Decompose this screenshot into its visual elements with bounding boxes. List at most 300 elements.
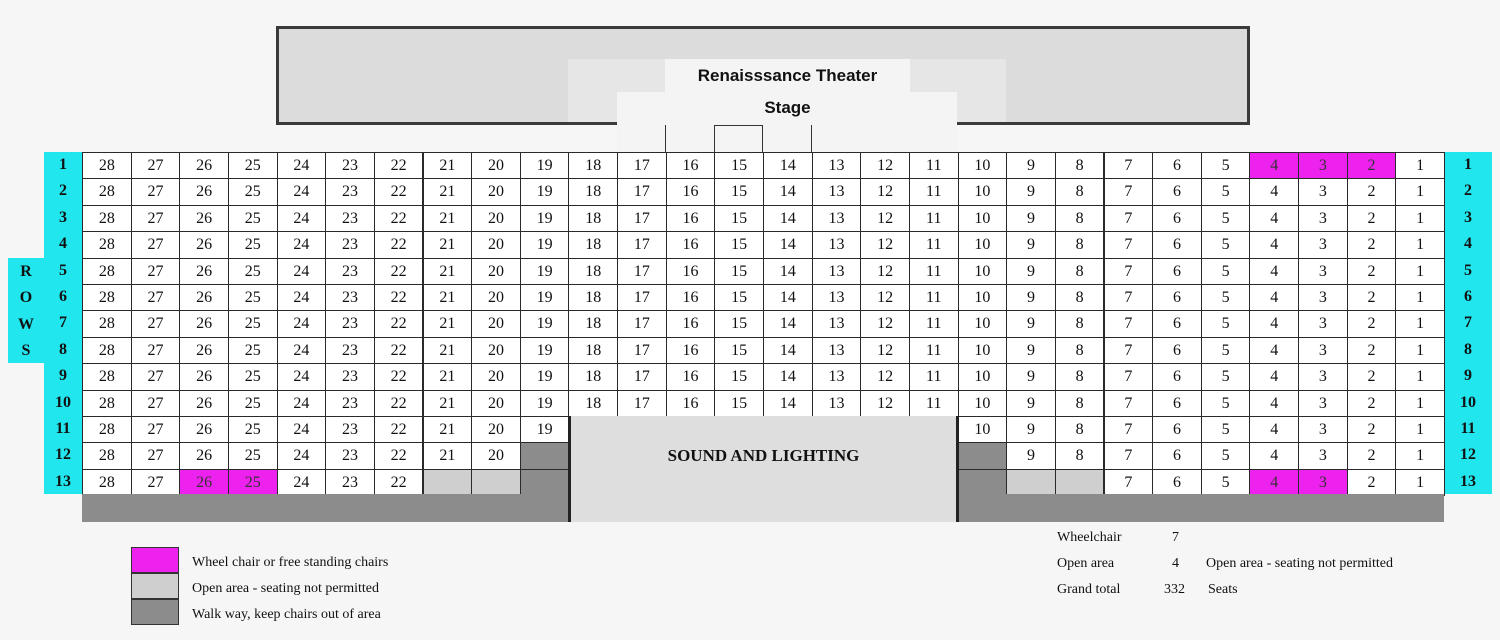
seat[interactable]: 27 bbox=[131, 363, 181, 390]
seat[interactable]: 19 bbox=[520, 205, 570, 232]
seat[interactable]: 25 bbox=[228, 205, 278, 232]
seat[interactable]: 13 bbox=[812, 284, 862, 311]
seat[interactable]: 14 bbox=[763, 310, 813, 337]
seat[interactable]: 21 bbox=[423, 390, 473, 417]
seat[interactable]: 25 bbox=[228, 178, 278, 205]
seat[interactable]: 16 bbox=[666, 205, 716, 232]
seat[interactable]: 7 bbox=[1104, 363, 1154, 390]
wheelchair-seat[interactable]: 4 bbox=[1249, 469, 1299, 496]
seat[interactable]: 13 bbox=[812, 178, 862, 205]
seat[interactable]: 15 bbox=[714, 178, 764, 205]
seat[interactable]: 28 bbox=[82, 284, 132, 311]
seat[interactable]: 24 bbox=[277, 390, 327, 417]
seat[interactable]: 18 bbox=[568, 152, 618, 179]
seat[interactable]: 7 bbox=[1104, 442, 1154, 469]
seat[interactable]: 19 bbox=[520, 152, 570, 179]
seat[interactable]: 1 bbox=[1395, 258, 1445, 285]
seat[interactable]: 4 bbox=[1249, 205, 1299, 232]
seat[interactable]: 21 bbox=[423, 442, 473, 469]
seat[interactable]: 27 bbox=[131, 152, 181, 179]
seat[interactable]: 5 bbox=[1201, 205, 1251, 232]
seat[interactable]: 19 bbox=[520, 178, 570, 205]
seat[interactable]: 23 bbox=[325, 363, 375, 390]
seat[interactable]: 10 bbox=[958, 205, 1008, 232]
seat[interactable]: 7 bbox=[1104, 469, 1154, 496]
seat[interactable]: 28 bbox=[82, 152, 132, 179]
seat[interactable]: 9 bbox=[1006, 178, 1056, 205]
seat[interactable]: 24 bbox=[277, 416, 327, 443]
seat[interactable]: 2 bbox=[1347, 390, 1397, 417]
seat[interactable]: 19 bbox=[520, 310, 570, 337]
seat[interactable]: 3 bbox=[1298, 231, 1348, 258]
seat[interactable]: 10 bbox=[958, 310, 1008, 337]
seat[interactable]: 5 bbox=[1201, 284, 1251, 311]
seat[interactable]: 25 bbox=[228, 363, 278, 390]
seat[interactable]: 2 bbox=[1347, 469, 1397, 496]
seat[interactable]: 23 bbox=[325, 178, 375, 205]
seat[interactable]: 18 bbox=[568, 337, 618, 364]
seat[interactable]: 27 bbox=[131, 258, 181, 285]
seat[interactable]: 1 bbox=[1395, 205, 1445, 232]
seat[interactable]: 25 bbox=[228, 416, 278, 443]
seat[interactable]: 2 bbox=[1347, 416, 1397, 443]
seat[interactable]: 26 bbox=[179, 284, 229, 311]
seat[interactable]: 11 bbox=[909, 363, 959, 390]
seat[interactable]: 10 bbox=[958, 390, 1008, 417]
seat[interactable]: 2 bbox=[1347, 442, 1397, 469]
seat[interactable]: 1 bbox=[1395, 363, 1445, 390]
seat[interactable]: 1 bbox=[1395, 416, 1445, 443]
seat[interactable]: 10 bbox=[958, 416, 1008, 443]
seat[interactable]: 8 bbox=[1055, 310, 1105, 337]
seat[interactable]: 4 bbox=[1249, 337, 1299, 364]
seat[interactable]: 2 bbox=[1347, 337, 1397, 364]
seat[interactable]: 18 bbox=[568, 310, 618, 337]
seat[interactable]: 3 bbox=[1298, 310, 1348, 337]
seat[interactable]: 9 bbox=[1006, 205, 1056, 232]
seat[interactable]: 22 bbox=[374, 363, 424, 390]
seat[interactable]: 17 bbox=[617, 284, 667, 311]
seat[interactable]: 13 bbox=[812, 152, 862, 179]
seat[interactable]: 28 bbox=[82, 231, 132, 258]
seat[interactable]: 12 bbox=[860, 178, 910, 205]
seat[interactable]: 18 bbox=[568, 231, 618, 258]
seat[interactable]: 3 bbox=[1298, 363, 1348, 390]
seat[interactable]: 16 bbox=[666, 390, 716, 417]
seat[interactable]: 28 bbox=[82, 337, 132, 364]
seat[interactable]: 21 bbox=[423, 178, 473, 205]
seat[interactable]: 23 bbox=[325, 284, 375, 311]
seat[interactable]: 22 bbox=[374, 152, 424, 179]
seat[interactable]: 15 bbox=[714, 310, 764, 337]
seat[interactable]: 26 bbox=[179, 178, 229, 205]
seat[interactable]: 27 bbox=[131, 442, 181, 469]
seat[interactable]: 20 bbox=[471, 258, 521, 285]
seat[interactable]: 22 bbox=[374, 231, 424, 258]
seat[interactable]: 16 bbox=[666, 178, 716, 205]
seat[interactable]: 20 bbox=[471, 205, 521, 232]
seat[interactable]: 6 bbox=[1152, 231, 1202, 258]
seat[interactable]: 4 bbox=[1249, 284, 1299, 311]
seat[interactable]: 14 bbox=[763, 152, 813, 179]
seat[interactable]: 9 bbox=[1006, 442, 1056, 469]
seat[interactable]: 16 bbox=[666, 284, 716, 311]
seat[interactable]: 21 bbox=[423, 416, 473, 443]
seat[interactable]: 27 bbox=[131, 390, 181, 417]
seat[interactable]: 23 bbox=[325, 205, 375, 232]
seat[interactable]: 1 bbox=[1395, 442, 1445, 469]
seat[interactable]: 21 bbox=[423, 258, 473, 285]
seat[interactable]: 24 bbox=[277, 178, 327, 205]
seat[interactable]: 6 bbox=[1152, 258, 1202, 285]
seat[interactable]: 11 bbox=[909, 284, 959, 311]
seat[interactable]: 3 bbox=[1298, 416, 1348, 443]
seat[interactable]: 14 bbox=[763, 390, 813, 417]
seat[interactable]: 26 bbox=[179, 363, 229, 390]
seat[interactable]: 16 bbox=[666, 152, 716, 179]
seat[interactable]: 1 bbox=[1395, 337, 1445, 364]
seat[interactable]: 8 bbox=[1055, 442, 1105, 469]
seat[interactable]: 3 bbox=[1298, 442, 1348, 469]
seat[interactable]: 27 bbox=[131, 469, 181, 496]
seat[interactable]: 26 bbox=[179, 416, 229, 443]
seat[interactable]: 1 bbox=[1395, 178, 1445, 205]
seat[interactable]: 22 bbox=[374, 337, 424, 364]
seat[interactable]: 26 bbox=[179, 337, 229, 364]
seat[interactable]: 25 bbox=[228, 258, 278, 285]
seat[interactable]: 6 bbox=[1152, 337, 1202, 364]
seat[interactable]: 8 bbox=[1055, 205, 1105, 232]
seat[interactable]: 11 bbox=[909, 231, 959, 258]
seat[interactable]: 7 bbox=[1104, 310, 1154, 337]
seat[interactable]: 1 bbox=[1395, 284, 1445, 311]
seat[interactable]: 6 bbox=[1152, 310, 1202, 337]
seat[interactable]: 28 bbox=[82, 416, 132, 443]
seat[interactable]: 7 bbox=[1104, 152, 1154, 179]
seat[interactable]: 15 bbox=[714, 205, 764, 232]
seat[interactable]: 23 bbox=[325, 337, 375, 364]
seat[interactable]: 1 bbox=[1395, 469, 1445, 496]
seat[interactable]: 10 bbox=[958, 337, 1008, 364]
seat[interactable]: 4 bbox=[1249, 390, 1299, 417]
seat[interactable]: 21 bbox=[423, 363, 473, 390]
seat[interactable]: 13 bbox=[812, 310, 862, 337]
seat[interactable]: 14 bbox=[763, 205, 813, 232]
seat[interactable]: 4 bbox=[1249, 363, 1299, 390]
seat[interactable]: 1 bbox=[1395, 310, 1445, 337]
seat[interactable]: 17 bbox=[617, 258, 667, 285]
seat[interactable]: 5 bbox=[1201, 442, 1251, 469]
seat[interactable]: 22 bbox=[374, 416, 424, 443]
seat[interactable]: 15 bbox=[714, 337, 764, 364]
seat[interactable]: 11 bbox=[909, 178, 959, 205]
seat[interactable]: 11 bbox=[909, 337, 959, 364]
seat[interactable]: 5 bbox=[1201, 363, 1251, 390]
seat[interactable]: 4 bbox=[1249, 416, 1299, 443]
seat[interactable]: 15 bbox=[714, 258, 764, 285]
seat[interactable]: 11 bbox=[909, 310, 959, 337]
seat[interactable]: 28 bbox=[82, 363, 132, 390]
seat[interactable]: 22 bbox=[374, 469, 424, 496]
seat[interactable]: 20 bbox=[471, 231, 521, 258]
seat[interactable]: 28 bbox=[82, 178, 132, 205]
seat[interactable]: 21 bbox=[423, 152, 473, 179]
seat[interactable]: 21 bbox=[423, 284, 473, 311]
seat[interactable]: 24 bbox=[277, 442, 327, 469]
seat[interactable]: 13 bbox=[812, 231, 862, 258]
seat[interactable]: 3 bbox=[1298, 178, 1348, 205]
seat[interactable]: 12 bbox=[860, 363, 910, 390]
seat[interactable]: 19 bbox=[520, 337, 570, 364]
seat[interactable]: 15 bbox=[714, 231, 764, 258]
seat[interactable]: 14 bbox=[763, 178, 813, 205]
seat[interactable]: 22 bbox=[374, 284, 424, 311]
seat[interactable]: 6 bbox=[1152, 390, 1202, 417]
seat[interactable]: 9 bbox=[1006, 152, 1056, 179]
seat[interactable]: 18 bbox=[568, 258, 618, 285]
seat[interactable]: 7 bbox=[1104, 258, 1154, 285]
seat[interactable]: 11 bbox=[909, 258, 959, 285]
seat[interactable]: 12 bbox=[860, 390, 910, 417]
seat[interactable]: 9 bbox=[1006, 231, 1056, 258]
wheelchair-seat[interactable]: 25 bbox=[228, 469, 278, 496]
seat[interactable]: 27 bbox=[131, 231, 181, 258]
seat[interactable]: 12 bbox=[860, 152, 910, 179]
seat[interactable]: 25 bbox=[228, 310, 278, 337]
seat[interactable]: 26 bbox=[179, 442, 229, 469]
seat[interactable]: 7 bbox=[1104, 390, 1154, 417]
seat[interactable]: 18 bbox=[568, 205, 618, 232]
seat[interactable]: 28 bbox=[82, 310, 132, 337]
seat[interactable]: 24 bbox=[277, 337, 327, 364]
seat[interactable]: 18 bbox=[568, 390, 618, 417]
seat[interactable]: 5 bbox=[1201, 416, 1251, 443]
seat[interactable]: 6 bbox=[1152, 284, 1202, 311]
seat[interactable]: 8 bbox=[1055, 416, 1105, 443]
seat[interactable]: 7 bbox=[1104, 284, 1154, 311]
seat[interactable]: 19 bbox=[520, 363, 570, 390]
seat[interactable]: 12 bbox=[860, 310, 910, 337]
seat[interactable]: 8 bbox=[1055, 337, 1105, 364]
seat[interactable]: 23 bbox=[325, 469, 375, 496]
seat[interactable]: 25 bbox=[228, 337, 278, 364]
seat[interactable]: 25 bbox=[228, 442, 278, 469]
seat[interactable]: 5 bbox=[1201, 231, 1251, 258]
seat[interactable]: 9 bbox=[1006, 390, 1056, 417]
seat[interactable]: 14 bbox=[763, 284, 813, 311]
seat[interactable]: 14 bbox=[763, 337, 813, 364]
seat[interactable]: 14 bbox=[763, 258, 813, 285]
seat[interactable]: 27 bbox=[131, 284, 181, 311]
seat[interactable]: 17 bbox=[617, 205, 667, 232]
seat[interactable]: 10 bbox=[958, 284, 1008, 311]
seat[interactable]: 28 bbox=[82, 390, 132, 417]
seat[interactable]: 23 bbox=[325, 442, 375, 469]
seat[interactable]: 26 bbox=[179, 258, 229, 285]
seat[interactable]: 24 bbox=[277, 231, 327, 258]
seat[interactable]: 10 bbox=[958, 152, 1008, 179]
seat[interactable]: 24 bbox=[277, 310, 327, 337]
seat[interactable]: 27 bbox=[131, 310, 181, 337]
seat[interactable]: 6 bbox=[1152, 363, 1202, 390]
seat[interactable]: 5 bbox=[1201, 469, 1251, 496]
seat[interactable]: 26 bbox=[179, 310, 229, 337]
seat[interactable]: 2 bbox=[1347, 258, 1397, 285]
seat[interactable]: 17 bbox=[617, 390, 667, 417]
seat[interactable]: 2 bbox=[1347, 310, 1397, 337]
seat[interactable]: 23 bbox=[325, 231, 375, 258]
seat[interactable]: 19 bbox=[520, 416, 570, 443]
seat[interactable]: 2 bbox=[1347, 178, 1397, 205]
seat[interactable]: 18 bbox=[568, 284, 618, 311]
seat[interactable]: 13 bbox=[812, 258, 862, 285]
seat[interactable]: 21 bbox=[423, 337, 473, 364]
seat[interactable]: 22 bbox=[374, 258, 424, 285]
seat[interactable]: 24 bbox=[277, 284, 327, 311]
seat[interactable]: 7 bbox=[1104, 178, 1154, 205]
seat[interactable]: 15 bbox=[714, 284, 764, 311]
seat[interactable]: 21 bbox=[423, 231, 473, 258]
seat[interactable]: 1 bbox=[1395, 152, 1445, 179]
seat[interactable]: 25 bbox=[228, 231, 278, 258]
seat[interactable]: 20 bbox=[471, 390, 521, 417]
seat[interactable]: 20 bbox=[471, 284, 521, 311]
seat[interactable]: 13 bbox=[812, 337, 862, 364]
seat[interactable]: 10 bbox=[958, 231, 1008, 258]
seat[interactable]: 15 bbox=[714, 390, 764, 417]
seat[interactable]: 8 bbox=[1055, 390, 1105, 417]
seat[interactable]: 22 bbox=[374, 205, 424, 232]
seat[interactable]: 21 bbox=[423, 205, 473, 232]
seat[interactable]: 24 bbox=[277, 363, 327, 390]
seat[interactable]: 17 bbox=[617, 231, 667, 258]
seat[interactable]: 25 bbox=[228, 152, 278, 179]
seat[interactable]: 6 bbox=[1152, 469, 1202, 496]
seat[interactable]: 18 bbox=[568, 178, 618, 205]
seat[interactable]: 7 bbox=[1104, 205, 1154, 232]
seat[interactable]: 23 bbox=[325, 310, 375, 337]
seat[interactable]: 6 bbox=[1152, 152, 1202, 179]
wheelchair-seat[interactable]: 26 bbox=[179, 469, 229, 496]
seat[interactable]: 9 bbox=[1006, 363, 1056, 390]
seat[interactable]: 20 bbox=[471, 337, 521, 364]
seat[interactable]: 22 bbox=[374, 310, 424, 337]
seat[interactable]: 28 bbox=[82, 258, 132, 285]
seat[interactable]: 23 bbox=[325, 390, 375, 417]
seat[interactable]: 17 bbox=[617, 363, 667, 390]
seat[interactable]: 13 bbox=[812, 363, 862, 390]
seat[interactable]: 3 bbox=[1298, 390, 1348, 417]
seat[interactable]: 8 bbox=[1055, 178, 1105, 205]
seat[interactable]: 5 bbox=[1201, 390, 1251, 417]
seat[interactable]: 27 bbox=[131, 337, 181, 364]
wheelchair-seat[interactable]: 4 bbox=[1249, 152, 1299, 179]
seat[interactable]: 8 bbox=[1055, 284, 1105, 311]
seat[interactable]: 7 bbox=[1104, 416, 1154, 443]
seat[interactable]: 20 bbox=[471, 363, 521, 390]
seat[interactable]: 16 bbox=[666, 258, 716, 285]
seat[interactable]: 10 bbox=[958, 178, 1008, 205]
seat[interactable]: 23 bbox=[325, 416, 375, 443]
seat[interactable]: 20 bbox=[471, 310, 521, 337]
seat[interactable]: 8 bbox=[1055, 152, 1105, 179]
seat[interactable]: 22 bbox=[374, 178, 424, 205]
seat[interactable]: 12 bbox=[860, 337, 910, 364]
seat[interactable]: 25 bbox=[228, 284, 278, 311]
seat[interactable]: 8 bbox=[1055, 258, 1105, 285]
seat[interactable]: 20 bbox=[471, 416, 521, 443]
seat[interactable]: 4 bbox=[1249, 178, 1299, 205]
seat[interactable]: 27 bbox=[131, 416, 181, 443]
seat[interactable]: 12 bbox=[860, 258, 910, 285]
seat[interactable]: 25 bbox=[228, 390, 278, 417]
seat[interactable]: 4 bbox=[1249, 258, 1299, 285]
seat[interactable]: 28 bbox=[82, 469, 132, 496]
seat[interactable]: 8 bbox=[1055, 363, 1105, 390]
seat[interactable]: 23 bbox=[325, 258, 375, 285]
seat[interactable]: 9 bbox=[1006, 258, 1056, 285]
seat[interactable]: 2 bbox=[1347, 231, 1397, 258]
seat[interactable]: 16 bbox=[666, 231, 716, 258]
seat[interactable]: 26 bbox=[179, 205, 229, 232]
seat[interactable]: 19 bbox=[520, 231, 570, 258]
seat[interactable]: 12 bbox=[860, 284, 910, 311]
seat[interactable]: 26 bbox=[179, 390, 229, 417]
seat[interactable]: 26 bbox=[179, 152, 229, 179]
seat[interactable]: 26 bbox=[179, 231, 229, 258]
seat[interactable]: 9 bbox=[1006, 337, 1056, 364]
seat[interactable]: 12 bbox=[860, 205, 910, 232]
seat[interactable]: 15 bbox=[714, 152, 764, 179]
seat[interactable]: 11 bbox=[909, 152, 959, 179]
seat[interactable]: 21 bbox=[423, 310, 473, 337]
seat[interactable]: 20 bbox=[471, 178, 521, 205]
seat[interactable]: 20 bbox=[471, 442, 521, 469]
seat[interactable]: 16 bbox=[666, 310, 716, 337]
seat[interactable]: 6 bbox=[1152, 416, 1202, 443]
seat[interactable]: 11 bbox=[909, 390, 959, 417]
seat[interactable]: 4 bbox=[1249, 310, 1299, 337]
seat[interactable]: 24 bbox=[277, 152, 327, 179]
seat[interactable]: 18 bbox=[568, 363, 618, 390]
seat[interactable]: 19 bbox=[520, 390, 570, 417]
seat[interactable]: 5 bbox=[1201, 152, 1251, 179]
seat[interactable]: 2 bbox=[1347, 284, 1397, 311]
seat[interactable]: 5 bbox=[1201, 178, 1251, 205]
seat[interactable]: 20 bbox=[471, 152, 521, 179]
seat[interactable]: 17 bbox=[617, 152, 667, 179]
seat[interactable]: 24 bbox=[277, 205, 327, 232]
seat[interactable]: 3 bbox=[1298, 205, 1348, 232]
seat[interactable]: 24 bbox=[277, 258, 327, 285]
seat[interactable]: 22 bbox=[374, 442, 424, 469]
seat[interactable]: 10 bbox=[958, 363, 1008, 390]
seat[interactable]: 9 bbox=[1006, 284, 1056, 311]
seat[interactable]: 28 bbox=[82, 205, 132, 232]
seat[interactable]: 1 bbox=[1395, 231, 1445, 258]
seat[interactable]: 2 bbox=[1347, 363, 1397, 390]
seat[interactable]: 19 bbox=[520, 284, 570, 311]
seat[interactable]: 14 bbox=[763, 231, 813, 258]
seat[interactable]: 16 bbox=[666, 363, 716, 390]
seat[interactable]: 11 bbox=[909, 205, 959, 232]
seat[interactable]: 27 bbox=[131, 205, 181, 232]
seat[interactable]: 17 bbox=[617, 310, 667, 337]
seat[interactable]: 4 bbox=[1249, 231, 1299, 258]
seat[interactable]: 5 bbox=[1201, 310, 1251, 337]
wheelchair-seat[interactable]: 3 bbox=[1298, 469, 1348, 496]
seat[interactable]: 6 bbox=[1152, 442, 1202, 469]
